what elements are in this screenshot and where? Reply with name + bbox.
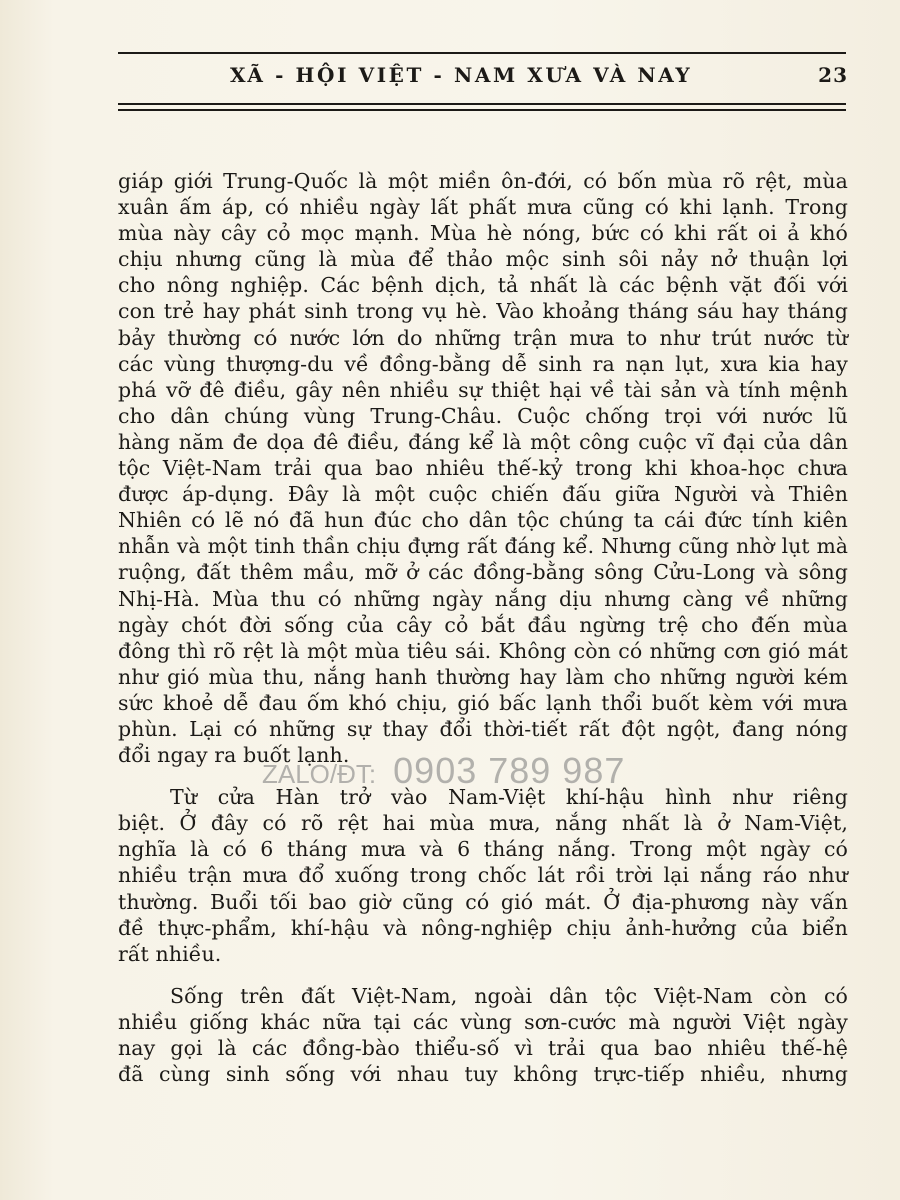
text-line: con trẻ hay phát sinh trong vụ hè. Vào khoảng tháng sáu hay tháng [118, 299, 848, 324]
paragraph [118, 784, 848, 967]
text-line: ruộng, đất thêm mầu, mỡ ở các đồng-bằng sông Cửu-Long và sông [118, 560, 848, 585]
text-line: nhiều giống khác nữa tại các vùng sơn-cước mà người Việt ngày [118, 1009, 848, 1034]
text-line: Nhị-Hà. Mùa thu có những ngày nắng dịu nhưng càng về những [118, 586, 848, 611]
text-line: đã cùng sinh sống với nhau tuy không trực-tiếp nhiều, nhưng [118, 1062, 848, 1087]
paragraph-gap [118, 967, 848, 983]
text-line: Nhiên có lẽ nó đã hun đúc cho dân tộc chúng ta cái đức tính kiên [118, 508, 848, 533]
page-number: 23 [818, 63, 848, 87]
header-top-rule [118, 52, 846, 54]
text-line: cho nông nghiệp. Các bệnh dịch, tả nhất là các bệnh vặt đối với [118, 273, 848, 298]
text-line: nghĩa là có 6 tháng mưa và 6 tháng nắng. Trong một ngày có [118, 837, 848, 862]
text-line: nhẫn và một tinh thần chịu đựng rất đáng kể. Nhưng cũng nhờ lụt mà [118, 534, 848, 559]
text-line: xuân ấm áp, có nhiều ngày lất phất mưa cũng có khi lạnh. Trong [118, 195, 848, 220]
text-line: nay gọi là các đồng-bào thiểu-số vì trải qua bao nhiêu thế-hệ [118, 1036, 848, 1060]
text-line: chịu nhưng cũng là mùa để thảo mộc sinh sôi nảy nở thuận lợi [118, 247, 848, 272]
text-line: như gió mùa thu, nắng hanh thường hay làm cho những người kém [118, 664, 848, 689]
text-line: phùn. Lại có những sự thay đổi thời-tiết rất đột ngột, đang nóng [118, 716, 848, 741]
text-line: thường. Buổi tối bao giờ cũng có gió mát. Ở địa-phương này vấn [118, 889, 848, 914]
text-line: mùa này cây cỏ mọc mạnh. Mùa hè nóng, bức có khi rất oi ả khó [118, 221, 848, 246]
text-line: Sống trên đất Việt-Nam, ngoài dân tộc Việt-Nam còn có [170, 983, 848, 1008]
text-line: giáp giới Trung-Quốc là một miền ôn-đới, có bốn mùa rõ rệt, mùa [118, 169, 848, 193]
text-line: đề thực-phẩm, khí-hậu và nông-nghiệp chịu ảnh-hưởng của biển [118, 915, 848, 940]
text-line: bảy thường có nước lớn do những trận mưa to như trút nước từ [118, 325, 848, 350]
text-line: các vùng thượng-du về đồng-bằng dễ sinh ra nạn lụt, xưa kia hay [118, 351, 848, 376]
paragraph [118, 983, 848, 1087]
watermark-phone: 0903 789 987 [393, 750, 626, 791]
text-line: ngày chót đời sống của cây cỏ bắt đầu ngừng trệ cho đến mùa [118, 612, 848, 637]
contact-watermark [262, 750, 625, 792]
text-line: Từ cửa Hàn trở vào Nam-Việt khí-hậu hình như riêng [170, 785, 848, 810]
text-line: phá vỡ đê điều, gây nên nhiều sự thiệt hại về tài sản và tính mệnh [118, 377, 848, 402]
running-head-title: XÃ - HỘI VIỆT - NAM XƯA VÀ NAY [230, 63, 693, 87]
text-line: được áp-dụng. Đây là một cuộc chiến đấu giữa Người và Thiên [118, 482, 848, 507]
text-line: tộc Việt-Nam trải qua bao nhiêu thế-kỷ trong khi khoa-học chưa [118, 456, 848, 481]
text-line: nhiều trận mưa đổ xuống trong chốc lát rồi trời lại nắng ráo như [118, 863, 848, 888]
text-line: rất nhiều. [118, 941, 222, 966]
text-line: hàng năm đe dọa đê điều, đáng kể là một công cuộc vĩ đại của dân [118, 429, 848, 454]
watermark-label: ZALO/ĐT: [262, 759, 377, 789]
header-bottom-rule-double [118, 109, 846, 111]
text-line: sức khoẻ dễ đau ốm khó chịu, gió bấc lạnh thổi buốt kèm với mưa [118, 690, 848, 715]
text-line: biệt. Ở đây có rõ rệt hai mùa mưa, nắng nhất là ở Nam-Việt, [118, 811, 848, 836]
header-bottom-rule [118, 103, 846, 105]
text-line: đổi ngay ra buốt lạnh. [118, 743, 350, 768]
paragraph [118, 168, 848, 768]
body-text [118, 168, 848, 1087]
text-line: đông thì rõ rệt là một mùa tiêu sái. Không còn có những cơn gió mát [118, 638, 848, 663]
text-line: cho dân chúng vùng Trung-Châu. Cuộc chống trọi với nước lũ [118, 403, 848, 428]
